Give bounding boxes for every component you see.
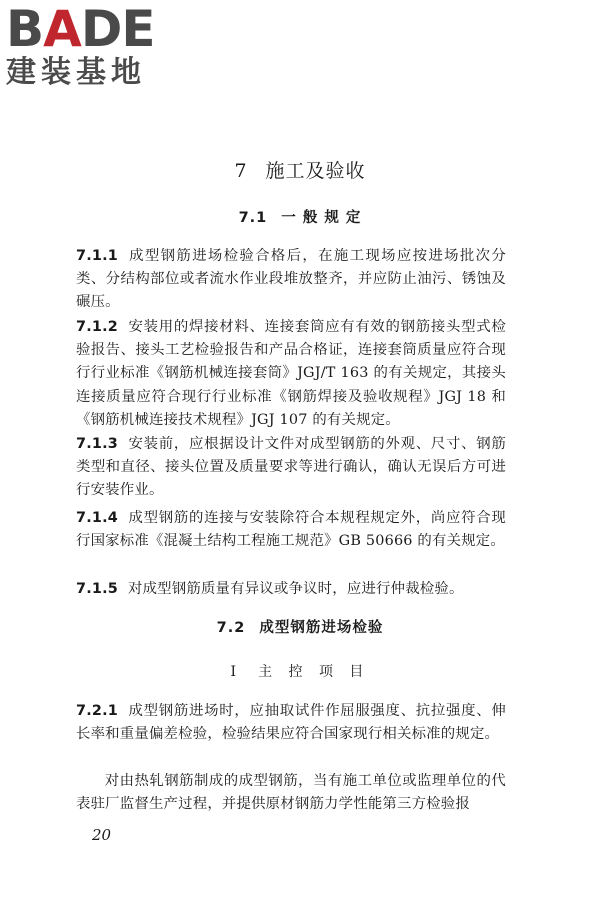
subsection-number: Ⅰ — [230, 664, 243, 680]
subsection-name: 主 控 项 目 — [258, 664, 370, 680]
clause-7-1-5 — [76, 578, 506, 601]
bade-logo — [6, 0, 178, 90]
clause-number: 7.1.5 — [76, 581, 118, 597]
subsection-title — [0, 661, 600, 683]
clause-7-1-4 — [76, 507, 506, 553]
chapter-name: 施工及验收 — [265, 160, 366, 182]
clause-number: 7.1.1 — [76, 248, 118, 264]
logo-letter-b: B — [6, 0, 44, 58]
section-name: 成型钢筋进场检验 — [259, 620, 384, 636]
logo-wordmark — [6, 0, 178, 58]
logo-letters-de: DE — [80, 0, 155, 58]
chapter-number: 7 — [234, 160, 248, 182]
page-number: 20 — [92, 826, 112, 844]
section-number: 7.1 — [238, 210, 268, 226]
continuation-paragraph: 对由热轧钢筋制成的成型钢筋，当有施工单位或监理单位的代表驻厂监督生产过程，并提供原材钢筋力学性能第三方检验报 — [76, 773, 506, 813]
section-title-7-1 — [0, 207, 600, 229]
logo-letter-a: A — [43, 0, 81, 58]
clause-text: 成型钢筋的连接与安装除符合本规程规定外，尚应符合现行国家标准《混凝土结构工程施工规范》GB 50666 的有关规定。 — [76, 510, 506, 550]
clause-7-2-1 — [76, 700, 506, 746]
section-title-7-2 — [0, 617, 600, 639]
clause-number: 7.1.4 — [76, 510, 118, 526]
clause-text: 安装用的焊接材料、连接套筒应有有效的钢筋接头型式检验报告、接头工艺检验报告和产品合格证，连接套筒质量应符合现行行业标准《钢筋机械连接套筒》JGJ/T 163 的有关规定，其接头连接质量应符合现行行业标准《钢筋焊接及验收规程》JGJ 18 和《钢筋机械连接技术规程》JGJ 107 的有关规定。 — [76, 319, 506, 428]
section-number: 7.2 — [216, 620, 246, 636]
chapter-title — [0, 158, 600, 184]
clause-text: 成型钢筋进场检验合格后，在施工现场应按进场批次分类、分结构部位或者流水作业段堆放整齐，并应防止油污、锈蚀及碾压。 — [76, 248, 506, 311]
clause-number: 7.2.1 — [76, 703, 118, 719]
clause-7-1-2 — [76, 316, 506, 432]
clause-number: 7.1.2 — [76, 319, 118, 335]
section-name: 一 般 规 定 — [281, 210, 362, 226]
clause-text: 成型钢筋进场时，应抽取试件作屈服强度、抗拉强度、伸长率和重量偏差检验，检验结果应符合国家现行相关标准的规定。 — [76, 703, 506, 743]
clause-number: 7.1.3 — [76, 436, 118, 452]
clause-7-1-3 — [76, 433, 506, 503]
clause-text: 对成型钢筋质量有异议或争议时，应进行仲裁检验。 — [127, 581, 464, 597]
clause-7-1-1 — [76, 245, 506, 315]
logo-subtitle: 建装基地 — [6, 55, 146, 90]
clause-text: 安装前，应根据设计文件对成型钢筋的外观、尺寸、钢筋类型和直径、接头位置及质量要求等进行确认，确认无误后方可进行安装作业。 — [76, 436, 506, 499]
